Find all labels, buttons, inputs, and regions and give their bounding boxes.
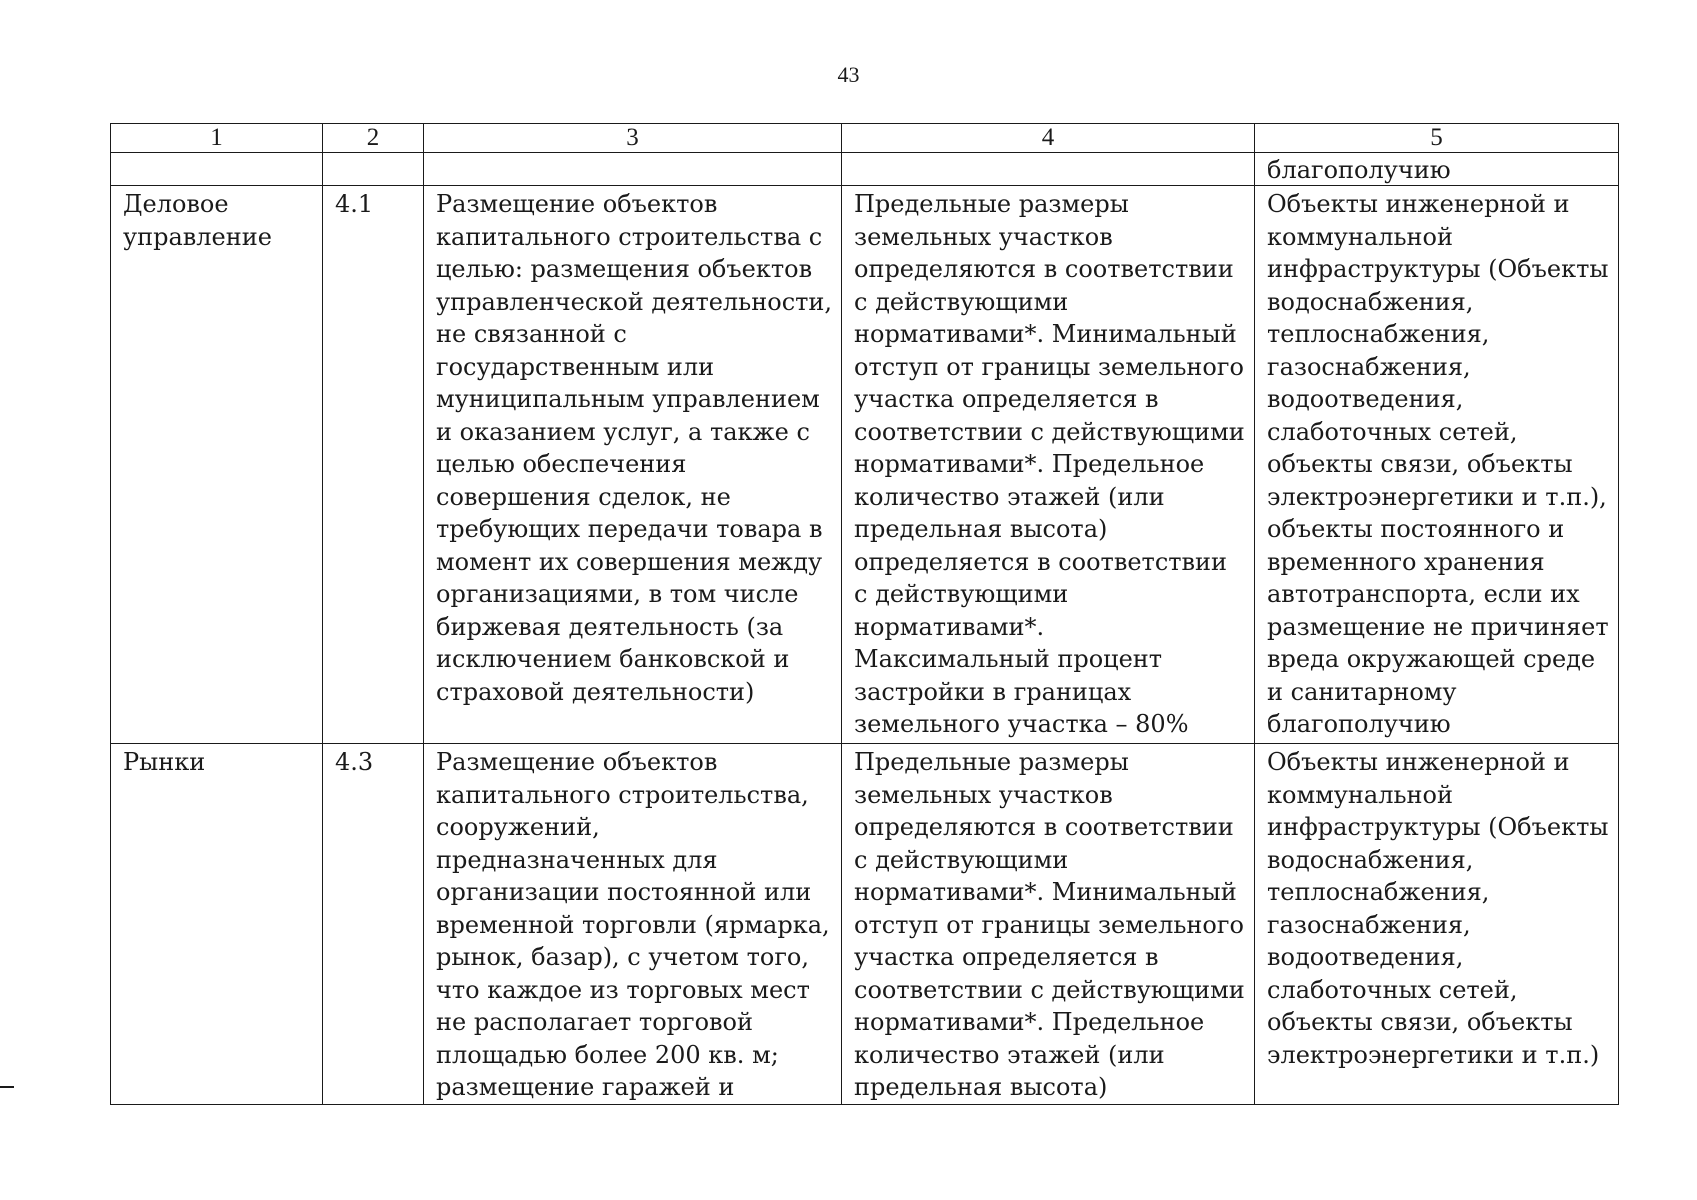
continuation-cell (323, 153, 424, 186)
zoning-table (110, 123, 1619, 1105)
page-number: 43 (837, 62, 860, 87)
land-use-code: 4.3 (323, 744, 424, 1105)
land-use-parameters: Предельные размеры земельных участков определяются в соответствии с действующими нормативами*. Минимальный отступ от границы земельного участка определяется в соответствии с действующими нормативами*. Предельное количество этажей (или предельная высота) (842, 744, 1255, 1105)
header-col-5: 5 (1255, 124, 1619, 153)
auxiliary-uses: Объекты инженерной и коммунальной инфраструктуры (Объекты водоснабжения, теплоснабжения, газоснабжения, водоотведения, слаботочных сетей, объекты связи, объекты электроэнергетики и т.п.), объекты постоянного и временного хранения автотранспорта, если их размещение не причиняет вреда окружающей среде и санитарному благополучию (1255, 186, 1619, 744)
margin-mark (0, 1086, 14, 1088)
continuation-cell (424, 153, 842, 186)
land-use-name: Деловое управление (111, 186, 323, 744)
continuation-cell (111, 153, 323, 186)
header-row (111, 124, 1619, 153)
continuation-cell (842, 153, 1255, 186)
header-col-3: 3 (424, 124, 842, 153)
land-use-description: Размещение объектов капитального строительства с целью: размещения объектов управленческой деятельности, не связанной с государственным или муниципальным управлением и оказанием услуг, а также с целью обеспечения совершения сделок, не требующих передачи товара в момент их совершения между организациями, в том числе биржевая деятельность (за исключением банковской и страховой деятельности) (424, 186, 842, 744)
land-use-code: 4.1 (323, 186, 424, 744)
table-row (111, 744, 1619, 1105)
table-row (111, 186, 1619, 744)
land-use-description: Размещение объектов капитального строительства, сооружений, предназначенных для организации постоянной или временной торговли (ярмарка, рынок, базар), с учетом того, что каждое из торговых мест не располагает торговой площадью более 200 кв. м; размещение гаражей и (424, 744, 842, 1105)
header-col-1: 1 (111, 124, 323, 153)
header-col-4: 4 (842, 124, 1255, 153)
header-col-2: 2 (323, 124, 424, 153)
auxiliary-uses: Объекты инженерной и коммунальной инфраструктуры (Объекты водоснабжения, теплоснабжения, газоснабжения, водоотведения, слаботочных сетей, объекты связи, объекты электроэнергетики и т.п.) (1255, 744, 1619, 1105)
land-use-name: Рынки (111, 744, 323, 1105)
continuation-row (111, 153, 1619, 186)
continuation-cell: благополучию (1255, 153, 1619, 186)
land-use-parameters: Предельные размеры земельных участков определяются в соответствии с действующими нормативами*. Минимальный отступ от границы земельного участка определяется в соответствии с действующими нормативами*. Предельное количество этажей (или предельная высота) определяется в соответствии с действующими нормативами*. Максимальный процент застройки в границах земельного участка – 80% (842, 186, 1255, 744)
